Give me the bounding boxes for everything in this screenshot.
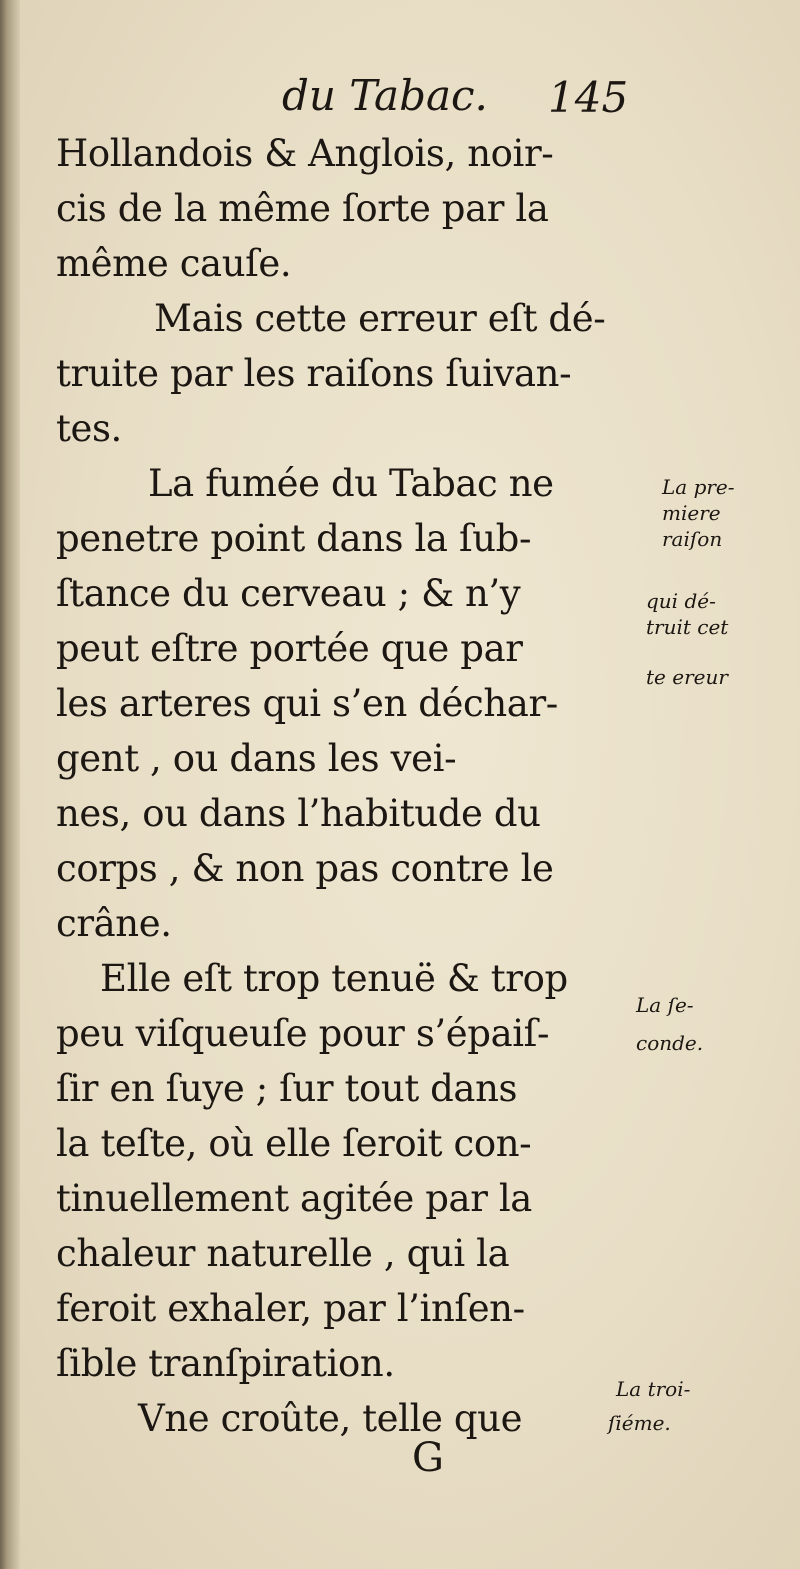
- marginal-note-line: miere: [662, 501, 721, 525]
- marginal-note-line: conde.: [636, 1031, 704, 1055]
- marginal-note-line: ſiéme.: [608, 1411, 671, 1435]
- text-line: ſtance du cerveau ; & n’y: [56, 572, 521, 615]
- text-line: même cauſe.: [56, 242, 292, 285]
- text-line: la teſte, où elle ſeroit con-: [56, 1122, 532, 1165]
- text-line: ſible tranſpiration.: [56, 1342, 395, 1385]
- page-gutter: [0, 0, 20, 1569]
- text-line: Vne croûte, telle que: [138, 1397, 523, 1440]
- text-line: gent , ou dans les vei-: [56, 737, 457, 780]
- running-title: du Tabac.: [282, 71, 488, 120]
- text-line: les arteres qui s’en déchar-: [56, 682, 558, 725]
- text-line: cis de la même ſorte par la: [56, 187, 549, 230]
- text-line: Mais cette erreur eſt dé-: [154, 297, 606, 340]
- marginal-note-line: truit cet: [646, 615, 729, 639]
- text-line: peu viſqueuſe pour s’épaiſ-: [56, 1012, 550, 1055]
- text-line: tes.: [56, 407, 122, 450]
- marginal-note-line: La troi-: [616, 1377, 691, 1401]
- marginal-note-line: qui dé-: [646, 589, 716, 613]
- text-line: feroit exhaler, par l’inſen-: [56, 1287, 525, 1330]
- text-line: ſir en ſuye ; ſur tout dans: [56, 1067, 518, 1110]
- text-line: corps , & non pas contre le: [56, 847, 554, 890]
- text-line: Hollandois & Anglois, noir-: [56, 132, 554, 175]
- text-line: truite par les raiſons ſuivan-: [56, 352, 572, 395]
- text-line: crâne.: [56, 902, 172, 945]
- text-line: tinuellement agitée par la: [56, 1177, 532, 1220]
- text-line: La fumée du Tabac ne: [148, 462, 554, 505]
- text-line: nes, ou dans l’habitude du: [56, 792, 541, 835]
- text-line: peut eſtre portée que par: [56, 627, 523, 670]
- marginal-note-line: te ereur: [646, 665, 728, 689]
- text-line: chaleur naturelle , qui la: [56, 1232, 510, 1275]
- body-text: [56, 126, 636, 1446]
- text-line: Elle eſt trop tenuë & trop: [100, 957, 568, 1000]
- text-line: penetre point dans la ſub-: [56, 517, 532, 560]
- marginal-note-line: raiſon: [662, 527, 723, 551]
- page-number: 145: [548, 73, 629, 122]
- marginal-note-line: La ſe-: [636, 993, 694, 1017]
- signature-mark: G: [412, 1435, 444, 1481]
- marginal-note-line: La pre-: [662, 475, 735, 499]
